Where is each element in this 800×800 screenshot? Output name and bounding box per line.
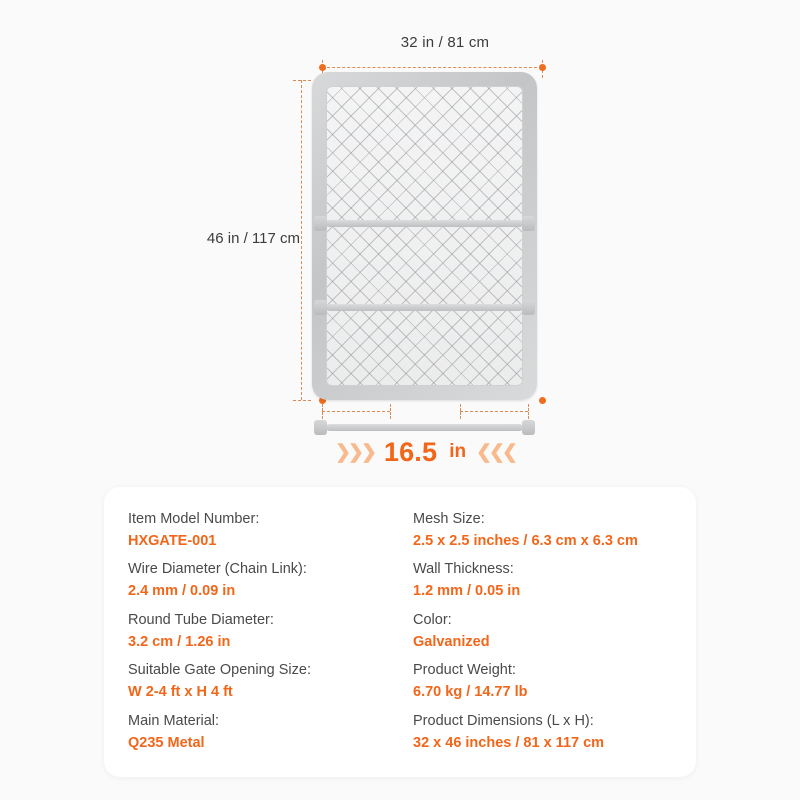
- corner-dot-top-left: [319, 64, 326, 71]
- chain-link-mesh: [326, 86, 523, 386]
- highlight-value: 16.5: [383, 436, 438, 467]
- spec-item-product-dimensions: [411, 711, 678, 761]
- chevron-left-icon: ❮❮❮: [476, 441, 515, 463]
- spec-value: 32 x 46 inches / 81 x 117 cm: [413, 734, 605, 751]
- spec-item-wall-thickness: [411, 559, 678, 609]
- corner-dot-top-right: [539, 64, 546, 71]
- spec-value: HXGATE-001: [128, 533, 217, 550]
- spec-item-round-tube-diameter: [126, 610, 393, 660]
- frame-connector-left-upper: [314, 216, 327, 231]
- top-dimension-line: [322, 67, 542, 68]
- bottom-dimension-brackets: [300, 403, 550, 419]
- highlight-measurement: [300, 432, 550, 472]
- frame-connector-right-upper: [522, 216, 535, 231]
- spec-label: Mesh Size:: [413, 511, 485, 527]
- spec-value: 3.2 cm / 1.26 in: [128, 633, 231, 650]
- spec-label: Item Model Number:: [128, 511, 260, 527]
- gate-rail-lower: [326, 424, 523, 431]
- spec-item-model-number: [126, 509, 393, 559]
- frame-connector-right-middle: [522, 300, 535, 315]
- spec-label: Suitable Gate Opening Size:: [128, 662, 311, 679]
- spec-label: Product Dimensions (L x H):: [413, 712, 594, 729]
- spec-value: 1.2 mm / 0.05 in: [413, 583, 521, 600]
- height-dimension-label: 46 in / 117 cm: [206, 230, 300, 247]
- left-top-tick: [293, 80, 311, 81]
- gate-rail-upper: [326, 220, 523, 227]
- spec-item-wire-diameter: [126, 559, 393, 609]
- chevron-right-icon: ❯❯❯: [335, 441, 374, 463]
- spec-item-color: [411, 610, 678, 660]
- spec-item-mesh-size: [411, 509, 678, 559]
- highlight-unit: in: [449, 441, 467, 462]
- spec-label: Wall Thickness:: [413, 561, 514, 578]
- gate-rail-middle: [326, 304, 523, 311]
- spec-value: W 2-4 ft x H 4 ft: [128, 684, 233, 701]
- spec-label: Color:: [413, 611, 452, 628]
- spec-item-gate-opening-size: [126, 660, 393, 710]
- spec-item-main-material: [126, 711, 393, 761]
- width-dimension-label: 32 in / 81 cm: [400, 34, 490, 51]
- spec-label: Product Weight:: [413, 662, 516, 679]
- specification-grid: [126, 509, 678, 761]
- spec-item-product-weight: [411, 660, 678, 710]
- specification-card: [104, 487, 696, 777]
- spec-label: Main Material:: [128, 712, 220, 729]
- spec-label: Wire Diameter (Chain Link):: [128, 561, 307, 578]
- spec-value: Q235 Metal: [128, 734, 205, 751]
- chain-link-gate-illustration: [312, 72, 537, 400]
- spec-value: 6.70 kg / 14.77 lb: [413, 684, 528, 701]
- spec-value: 2.5 x 2.5 inches / 6.3 cm x 6.3 cm: [413, 533, 638, 550]
- left-dimension-line: [301, 80, 302, 400]
- frame-connector-left-middle: [314, 300, 327, 315]
- left-bottom-tick: [293, 400, 311, 401]
- spec-value: 2.4 mm / 0.09 in: [128, 583, 236, 600]
- spec-label: Round Tube Diameter:: [128, 611, 274, 628]
- spec-value: Galvanized: [413, 633, 490, 650]
